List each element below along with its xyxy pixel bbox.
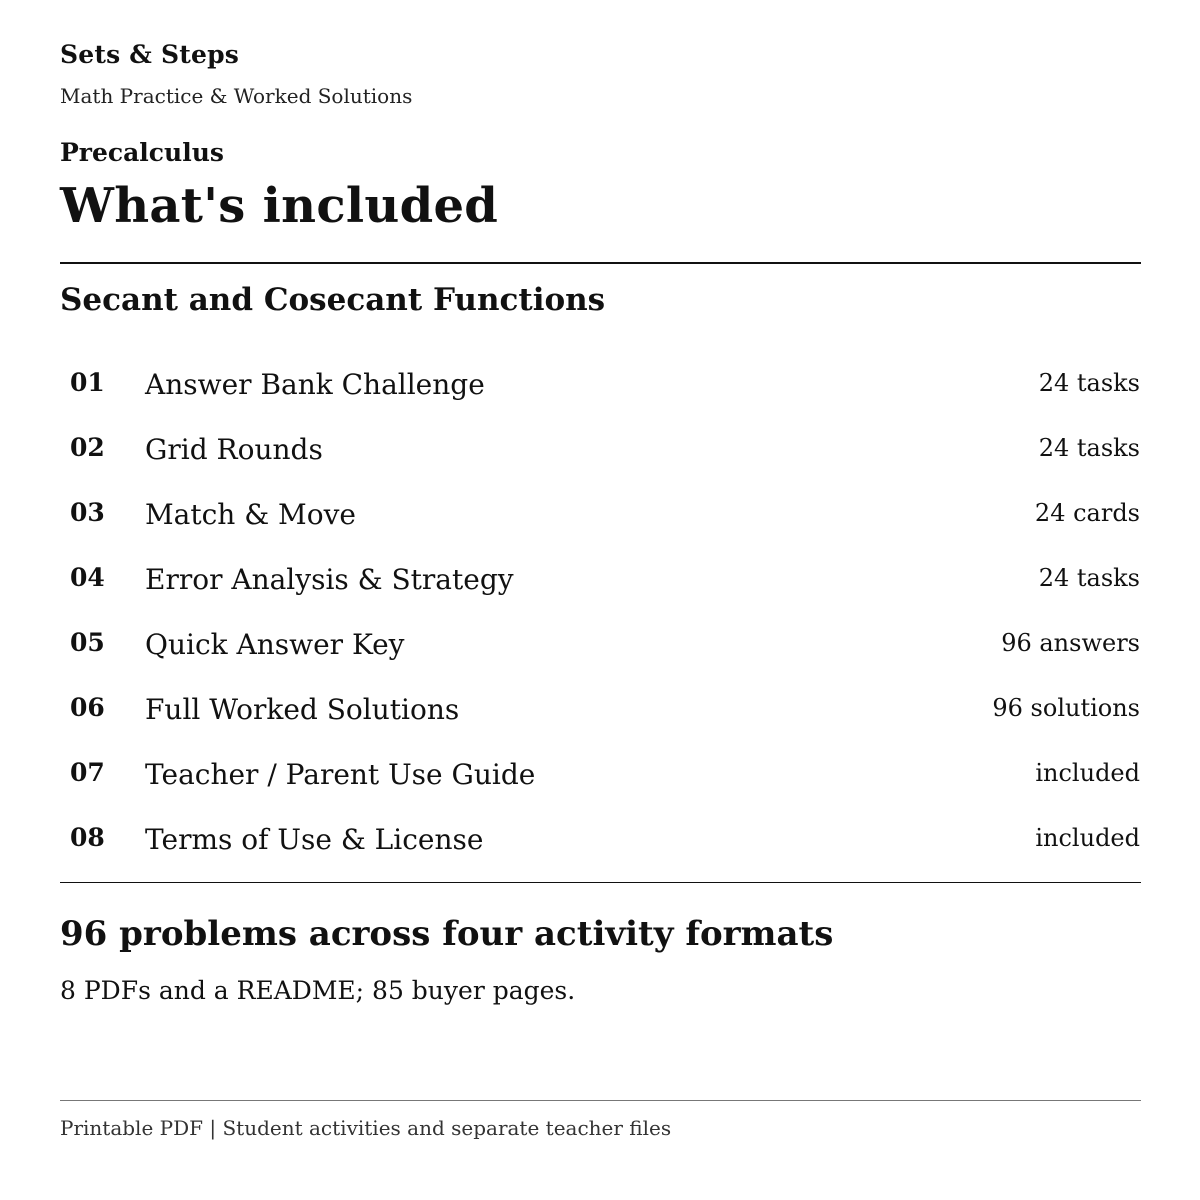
item-count: 96 solutions [992,694,1140,722]
item-label: Teacher / Parent Use Guide [145,758,536,791]
item-label: Grid Rounds [145,433,323,466]
item-label: Quick Answer Key [145,628,405,661]
item-count: included [1035,824,1140,852]
list-divider [60,882,1141,883]
item-label: Match & Move [145,498,356,531]
list-item [60,807,1141,872]
item-label: Full Worked Solutions [145,693,460,726]
item-number: 01 [70,368,105,397]
summary-title: 96 problems across four activity formats [60,914,834,954]
item-label: Answer Bank Challenge [145,368,485,401]
item-label: Terms of Use & License [145,823,484,856]
summary-text: 8 PDFs and a README; 85 buyer pages. [60,976,576,1005]
list-item [60,547,1141,612]
footer-text: Printable PDF | Student activities and separate teacher files [60,1116,672,1140]
item-number: 07 [70,758,105,787]
item-count: 96 answers [1001,629,1140,657]
item-number: 03 [70,498,105,527]
subject-label: Precalculus [60,138,224,167]
footer-divider [60,1100,1141,1101]
brand-name: Sets & Steps [60,40,240,69]
item-number: 06 [70,693,105,722]
item-count: 24 tasks [1038,434,1140,462]
item-count: 24 cards [1034,499,1140,527]
list-item [60,677,1141,742]
item-number: 05 [70,628,105,657]
list-item [60,352,1141,417]
contents-list [60,352,1141,872]
list-item [60,482,1141,547]
item-number: 04 [70,563,105,592]
topic-title: Secant and Cosecant Functions [60,282,606,318]
page-title: What's included [60,178,499,234]
brand-tagline: Math Practice & Worked Solutions [60,84,413,108]
list-item [60,742,1141,807]
list-item [60,612,1141,677]
item-label: Error Analysis & Strategy [145,563,514,596]
item-count: 24 tasks [1038,369,1140,397]
item-number: 02 [70,433,105,462]
item-count: 24 tasks [1038,564,1140,592]
item-count: included [1035,759,1140,787]
header-divider [60,262,1141,264]
list-item [60,417,1141,482]
item-number: 08 [70,823,105,852]
